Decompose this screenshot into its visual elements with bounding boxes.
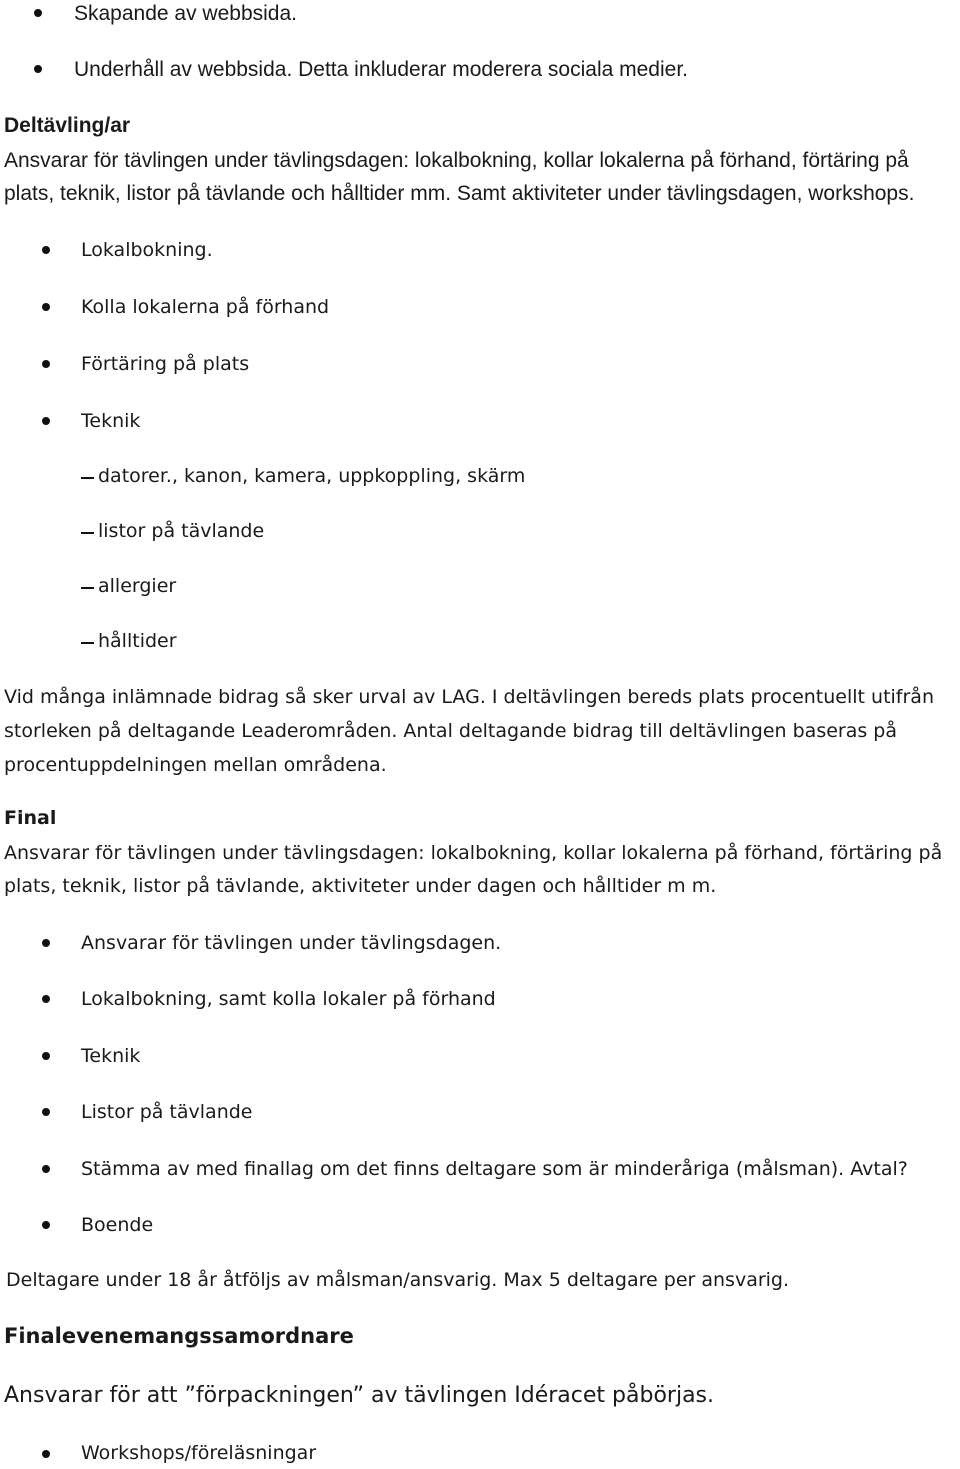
deltavling-note-line: procentuppdelningen mellan områdena. bbox=[4, 754, 387, 776]
final-note: Deltagare under 18 år åtföljs av målsman/ansvarig. Max 5 deltagare per ansvarig. bbox=[6, 1269, 790, 1291]
deltavling-sub-item: datorer., kanon, kamera, uppkoppling, skärm bbox=[98, 465, 526, 487]
bullet-icon bbox=[34, 9, 42, 17]
dash-icon bbox=[81, 587, 94, 589]
bullet-icon bbox=[42, 1221, 50, 1229]
dash-icon bbox=[81, 642, 94, 644]
bullet-icon bbox=[42, 246, 50, 254]
top-bullet-item: Underhåll av webbsida. Detta inkluderar moderera sociala medier. bbox=[74, 58, 688, 81]
deltavling-bullet-item: Kolla lokalerna på förhand bbox=[81, 296, 330, 318]
deltavling-sub-item: listor på tävlande bbox=[98, 520, 265, 542]
dash-icon bbox=[81, 532, 94, 534]
final-bullet-item: Stämma av med finallag om det finns deltagare som är minderåriga (målsman). Avtal? bbox=[81, 1158, 908, 1180]
finalevenemang-paragraph: Ansvarar för att ”förpackningen” av tävlingen Idéracet påbörjas. bbox=[4, 1383, 715, 1408]
deltavling-bullet-item: Teknik bbox=[81, 410, 141, 432]
bullet-icon bbox=[42, 1108, 50, 1116]
bullet-icon bbox=[42, 417, 50, 425]
section-heading-deltavling: Deltävling/ar bbox=[4, 114, 131, 137]
bullet-icon bbox=[42, 1052, 50, 1060]
bullet-icon bbox=[42, 1165, 50, 1173]
final-bullet-item: Boende bbox=[81, 1214, 154, 1236]
section-heading-finalevenemang: Finalevenemangssamordnare bbox=[4, 1324, 354, 1348]
final-bullet-item: Lokalbokning, samt kolla lokaler på förhand bbox=[81, 988, 496, 1010]
deltavling-bullet-item: Förtäring på plats bbox=[81, 353, 250, 375]
bullet-icon bbox=[42, 360, 50, 368]
finalevenemang-bullet-item: Workshops/föreläsningar bbox=[81, 1442, 317, 1464]
final-bullet-item: Listor på tävlande bbox=[81, 1101, 253, 1123]
section-heading-final: Final bbox=[4, 807, 57, 829]
deltavling-paragraph-line: Ansvarar för tävlingen under tävlingsdagen: lokalbokning, kollar lokalerna på förhand, förtäring på bbox=[4, 149, 909, 172]
deltavling-sub-item: allergier bbox=[98, 575, 177, 597]
final-bullet-item: Ansvarar för tävlingen under tävlingsdagen. bbox=[81, 932, 502, 954]
deltavling-note-line: Vid många inlämnade bidrag så sker urval av LAG. I deltävlingen bereds plats procentuellt utifrån bbox=[4, 686, 934, 708]
deltavling-note-line: storleken på deltagande Leaderområden. Antal deltagande bidrag till deltävlingen baseras på bbox=[4, 720, 898, 742]
bullet-icon bbox=[42, 995, 50, 1003]
final-paragraph-line: Ansvarar för tävlingen under tävlingsdagen: lokalbokning, kollar lokalerna på förhand, förtäring på bbox=[4, 842, 943, 864]
deltavling-paragraph-line: plats, teknik, listor på tävlande och hålltider mm. Samt aktiviteter under tävlingsdagen, workshops. bbox=[4, 182, 915, 205]
bullet-icon bbox=[42, 939, 50, 947]
final-paragraph-line: plats, teknik, listor på tävlande, aktiviteter under dagen och hålltider m m. bbox=[4, 875, 717, 897]
bullet-icon bbox=[34, 65, 42, 73]
final-bullet-item: Teknik bbox=[81, 1045, 141, 1067]
deltavling-bullet-item: Lokalbokning. bbox=[81, 239, 213, 261]
dash-icon bbox=[81, 477, 94, 479]
deltavling-sub-item: hålltider bbox=[98, 630, 177, 652]
bullet-icon bbox=[42, 1450, 50, 1458]
top-bullet-item: Skapande av webbsida. bbox=[74, 2, 297, 25]
bullet-icon bbox=[42, 303, 50, 311]
